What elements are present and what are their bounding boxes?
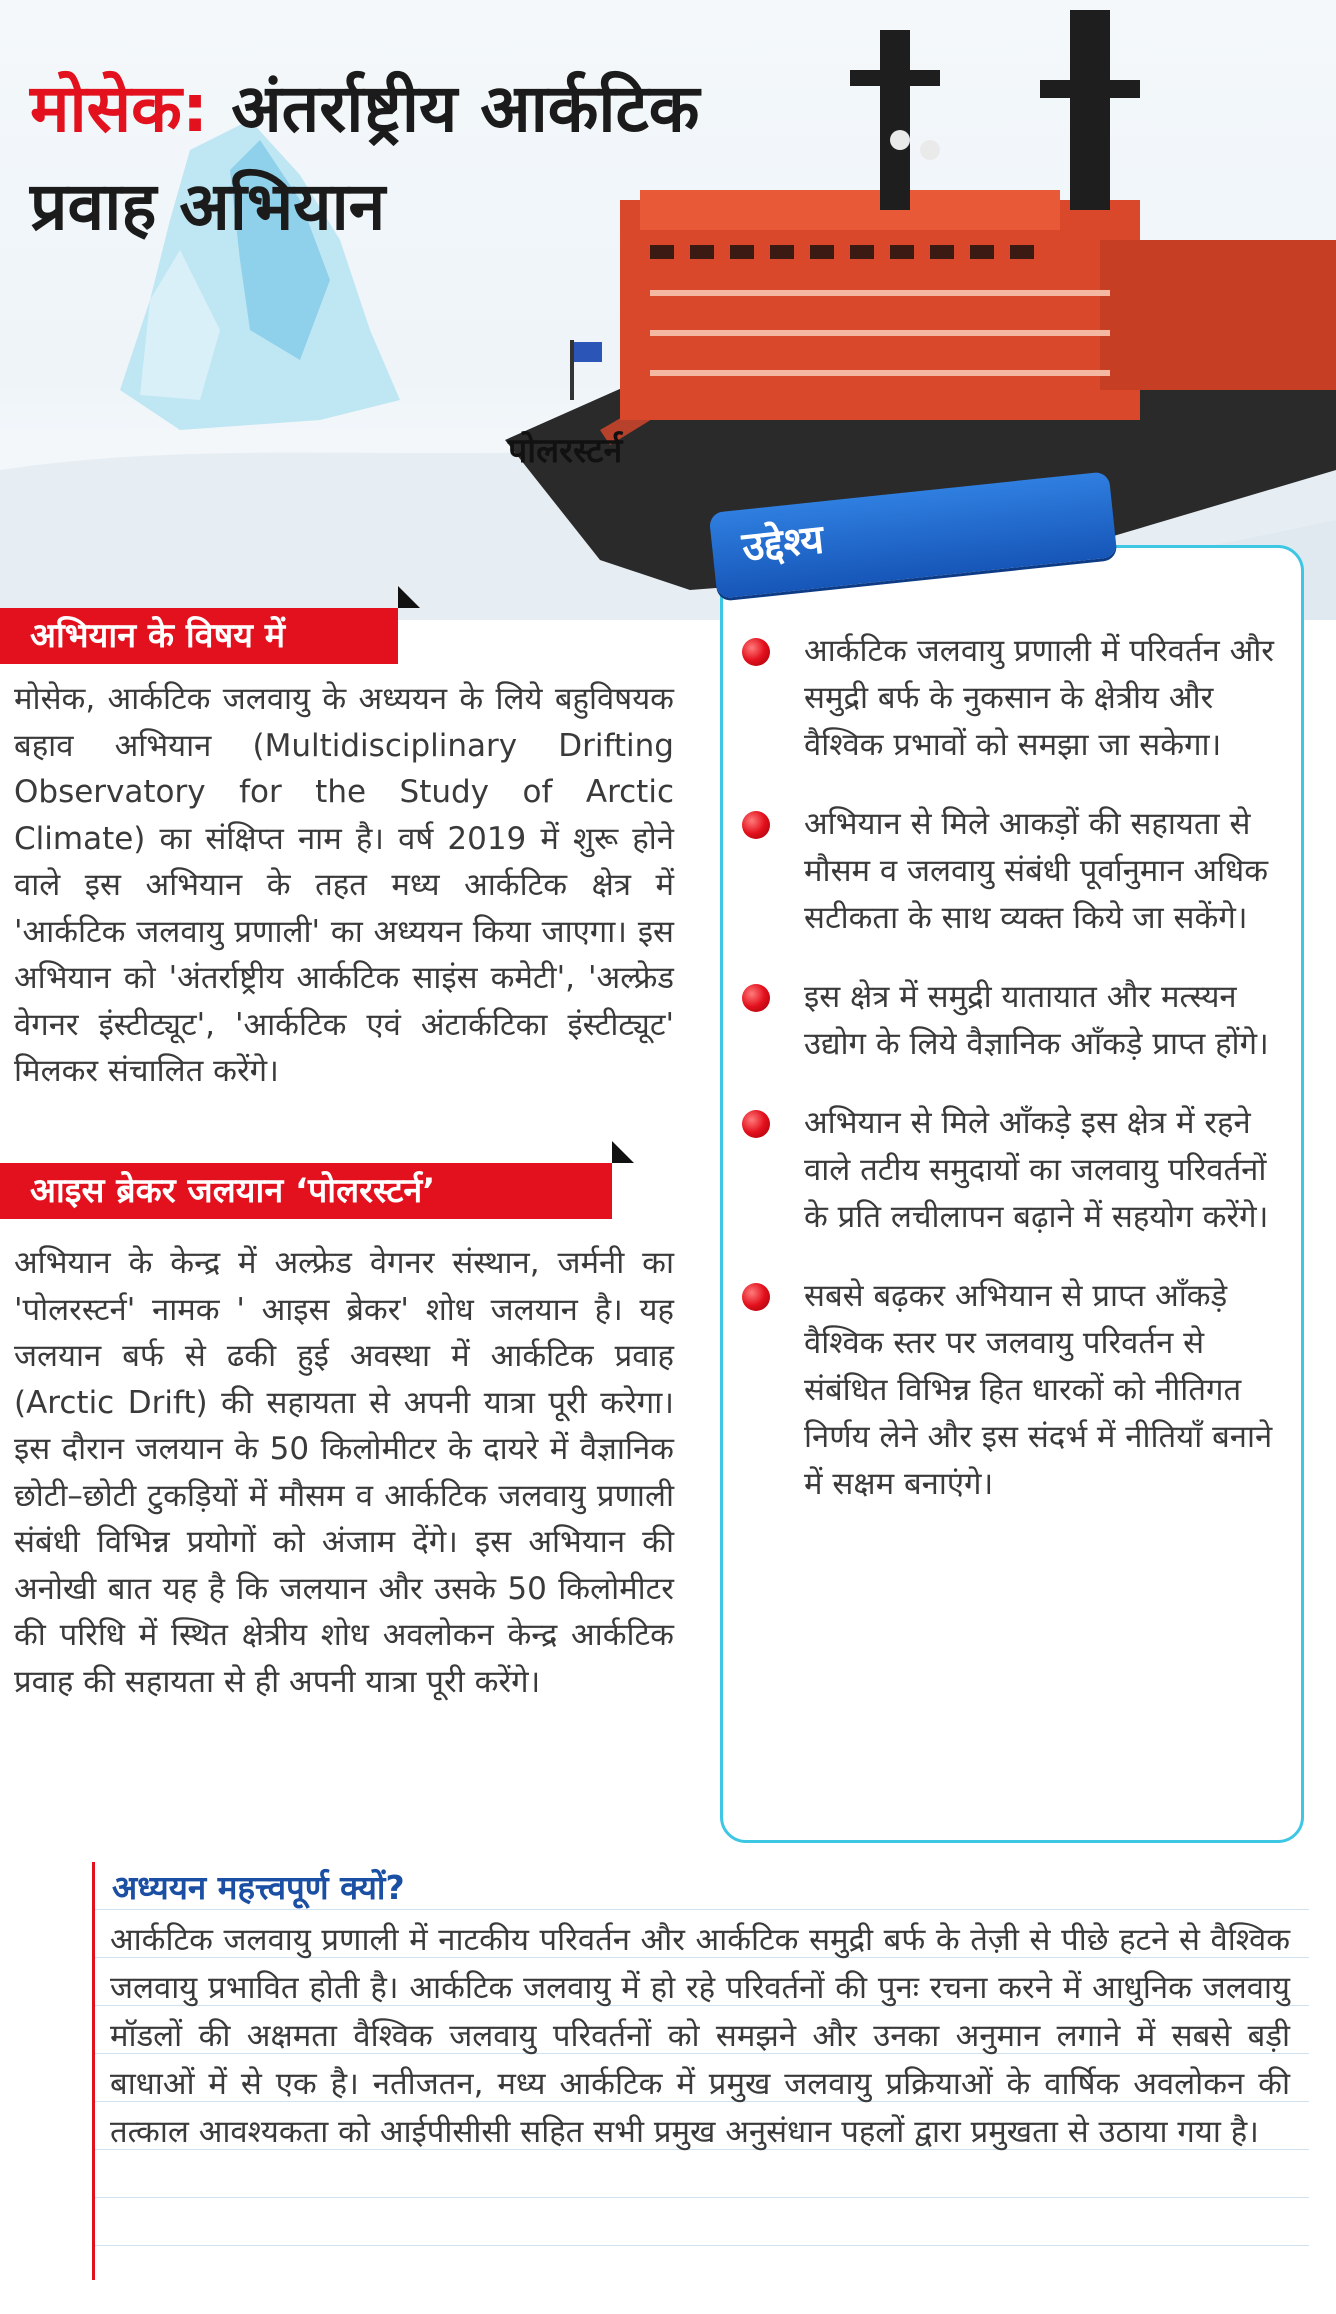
- red-bullet-icon: [742, 1283, 770, 1311]
- ship-flag: [574, 342, 602, 362]
- about-text: मोसेक, आर्कटिक जलवायु के अध्ययन के लिये बहुविषयक बहाव अभियान (Multidisciplinary Drifting Observatory for the Study of Arctic Climate) का संक्षिप्त नाम है। वर्ष 2019 में शुरू होने वाले इस अभियान के तहत मध्य आर्कटिक क्षेत्र में 'आर्कटिक जलवायु प्रणाली' का अध्ययन किया जाएगा। इस अभियान को 'अंतर्राष्ट्रीय आर्कटिक साइंस कमेटी', 'अल्फ्रेड वेगनर इंस्टीट्यूट', 'आर्कटिक एवं अंटार्कटिका इंस्टीट्यूट' मिलकर संचालित करेंगे।: [14, 681, 674, 1089]
- objective-text: सबसे बढ़कर अभियान से प्राप्त आँकड़े वैश्विक स्तर पर जलवायु परिवर्तन से संबंधित विभिन्न हित धारकों को नीतिगत निर्णय लेने और इस संदर्भ में नीतियाँ बनाने में सक्षम बनाएंगे।: [804, 1278, 1273, 1502]
- icebreaker-heading-text: आइस ब्रेकर जलयान ‘पोलरस्टर्न’: [30, 1171, 436, 1211]
- objective-text: अभियान से मिले आकड़ों की सहायता से मौसम व जलवायु संबंधी पूर्वानुमान अधिक सटीकता के साथ व्यक्त किये जा सकेंगे।: [804, 806, 1269, 936]
- hero-banner: [0, 0, 1336, 620]
- red-bullet-icon: [742, 1110, 770, 1138]
- red-bullet-icon: [742, 984, 770, 1012]
- objective-item: [742, 1100, 1282, 1241]
- about-heading-text: अभियान के विषय में: [30, 616, 286, 656]
- objective-item: [742, 801, 1282, 942]
- objective-text: आर्कटिक जलवायु प्रणाली में परिवर्तन और समुद्री बर्फ के नुकसान के क्षेत्रीय और वैश्विक प्रभावों को समझा जा सकेगा।: [804, 633, 1274, 763]
- ship-mast-left: [880, 30, 910, 210]
- red-bullet-icon: [742, 638, 770, 666]
- objective-item: [742, 628, 1282, 769]
- title-accent: मोसेक:: [30, 70, 209, 147]
- ship-mast-right: [1070, 10, 1110, 210]
- why-heading: अध्ययन महत्त्वपूर्ण क्यों?: [112, 1868, 405, 1907]
- icebreaker-heading: [0, 1163, 612, 1219]
- objectives-heading: उद्देश्य: [740, 516, 826, 571]
- icebreaker-text: अभियान के केन्द्र में अल्फ्रेड वेगनर संस्थान, जर्मनी का 'पोलरस्टर्न' नामक ' आइस ब्रेकर' शोध जलयान है। यह जलयान बर्फ से ढकी हुई अवस्था में आर्कटिक प्रवाह (Arctic Drift) की सहायता से अपनी यात्रा पूरी करेगा। इस दौरान जलयान के 50 किलोमीटर के दायरे में वैज्ञानिक छोटी–छोटी टुकड़ियों में मौसम व आर्कटिक जलवायु प्रणाली संबंधी विभिन्न प्रयोगों को अंजाम देंगे। इस अभियान की अनोखी बात यह है कि जलयान और उसके 50 किलोमीटर की परिधि में स्थित क्षेत्रीय शोध अवलोकन केन्द्र आर्कटिक प्रवाह की सहायता से ही अपनी यात्रा पूरी करेंगे।: [14, 1245, 674, 1700]
- about-heading: [0, 608, 398, 664]
- objective-text: अभियान से मिले आँकड़े इस क्षेत्र में रहने वाले तटीय समुदायों का जलवायु परिवर्तनों के प्रति लचीलापन बढ़ाने में सहयोग करेंगे।: [804, 1105, 1269, 1235]
- objective-item: [742, 974, 1282, 1068]
- objective-text: इस क्षेत्र में समुद्री यातायात और मत्स्यन उद्योग के लिये वैज्ञानिक आँकड़े प्राप्त होंगे।: [804, 979, 1269, 1062]
- red-bullet-icon: [742, 811, 770, 839]
- ship-name-label: पोलरस्टर्न: [508, 431, 623, 471]
- objectives-list: [742, 628, 1282, 1540]
- page-title: [30, 60, 750, 256]
- why-text: आर्कटिक जलवायु प्रणाली में नाटकीय परिवर्तन और आर्कटिक समुद्री बर्फ के तेज़ी से पीछे हटने से वैश्विक जलवायु प्रभावित होती है। आर्कटिक जलवायु में हो रहे परिवर्तनों की पुनः रचना करने में आधुनिक जलवायु मॉडलों की अक्षमता वैश्विक जलवायु परिवर्तनों को समझने और उनका अनुमान लगाने में सबसे बड़ी बाधाओं में से एक है। नतीजतन, मध्य आर्कटिक में प्रमुख जलवायु प्रक्रियाओं के वार्षिक अवलोकन की तत्काल आवश्यकता को आईपीसीसी सहित सभी प्रमुख अनुसंधान पहलों द्वारा प्रमुखता से उठाया गया है।: [110, 1922, 1290, 2150]
- title-rest: अंतर्राष्ट्रीय आर्कटिक प्रवाह अभियान: [30, 70, 700, 245]
- objective-item: [742, 1273, 1282, 1508]
